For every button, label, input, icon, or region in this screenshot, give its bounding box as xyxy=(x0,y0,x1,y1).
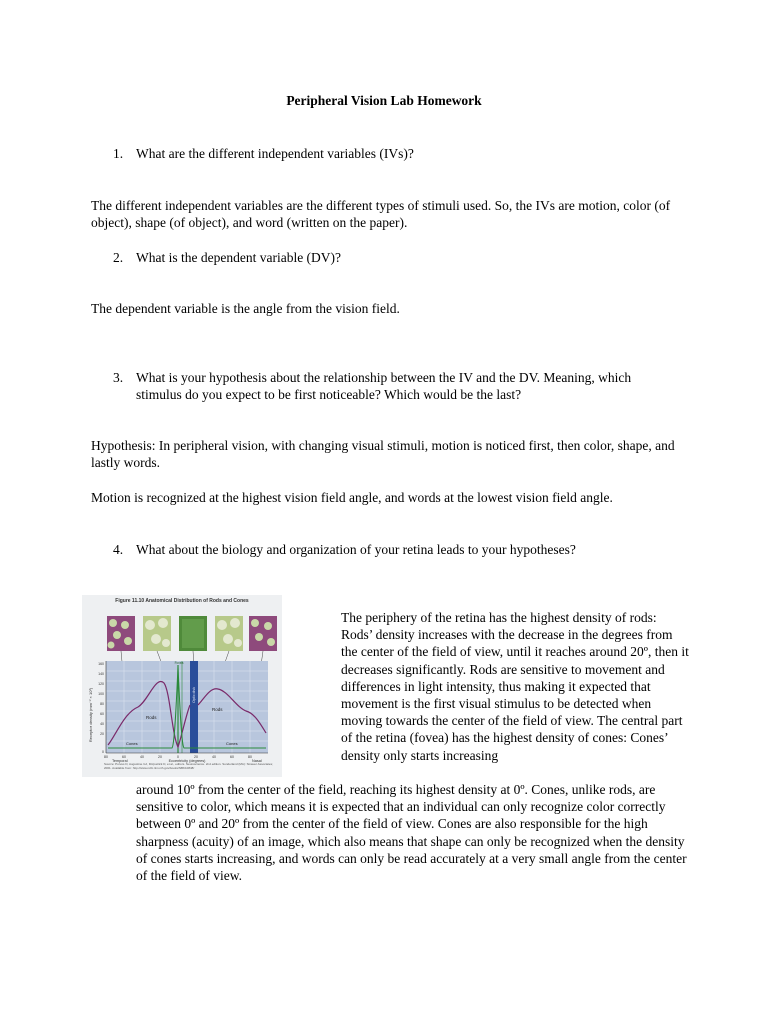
nasal-label: Nasal xyxy=(252,759,262,763)
figure-caption: Source: Purves D, Augustine GJ, Fitzpatrick D, et al., editors. Neuroscience. 2nd edition. Sunderland (MA): Sinauer Associates; 2001. Available from: http://www.ncbi.nlm.nih.gov/books/NBK10848/ xyxy=(104,762,273,770)
question-3-number: 3. xyxy=(113,370,124,385)
optic-disk-band xyxy=(190,661,198,753)
y-tick-label: 0 xyxy=(102,750,104,754)
page-title: Peripheral Vision Lab Homework xyxy=(286,93,482,108)
x-tick-label: 20 xyxy=(194,755,198,759)
retina-figure xyxy=(82,595,282,777)
cones-left-label: Cones xyxy=(126,741,138,746)
question-4-number: 4. xyxy=(113,542,124,557)
temporal-label: Temporal xyxy=(112,759,128,763)
x-tick-label: 0 xyxy=(177,755,179,759)
fovea-label: Fovea xyxy=(174,661,184,665)
y-tick-label: 80 xyxy=(100,702,104,706)
motion-paragraph: Motion is recognized at the highest vision field angle, and words at the lowest vision field angle. xyxy=(91,490,613,505)
cones-right-label: Cones xyxy=(226,741,238,746)
question-1-number: 1. xyxy=(113,146,124,161)
rods-left-label: Rods xyxy=(146,715,157,720)
x-tick-label: 80 xyxy=(248,755,252,759)
x-tick-label: 80 xyxy=(104,755,108,759)
answer-1: The different independent variables are the different types of stimuli used. So, the IVs are motion, color (of object), shape (of object), and word (written on the paper). xyxy=(91,198,671,230)
question-2-number: 2. xyxy=(113,250,124,265)
question-1-text: What are the different independent variables (IVs)? xyxy=(136,146,414,161)
micrograph-tiles xyxy=(107,616,277,651)
x-tick-label: 60 xyxy=(122,755,126,759)
hypothesis-paragraph: Hypothesis: In peripheral vision, with changing visual stimuli, motion is noticed first, then color, shape, and lastly words. xyxy=(91,438,675,470)
x-tick-label: 20 xyxy=(158,755,162,759)
answer-4-continued: around 10º from the center of the field, reaching its highest density at 0º. Cones, unlike rods, are sensitive to color, which means it is expected that an individual can only recognize color correctly between 0º and 20º from the center of the field of view. Cones are also responsible for the high sharpness (acuity) of an image, which also means that shape can only be recognized when the density of cones starts increasing, and words can only be read accurately at a very small angle from the center of the field of view. xyxy=(136,782,687,884)
y-tick-label: 160 xyxy=(98,662,104,666)
answer-4-column: The periphery of the retina has the highest density of rods: Rods’ density increases with the decrease in the degrees from the center of the field of view, until it reaches around 20º, then it decreases significantly. Rods are sensitive to movement and differences in light intensity, thus making it expected that movement is the first visual stimulus to be detected when moving towards the center of the field of view. The central part of the retina (fovea) has the highest density of cones: Cones’ density only starts increasing xyxy=(341,610,689,763)
question-2-text: What is the dependent variable (DV)? xyxy=(136,250,342,265)
rods-right-label: Rods xyxy=(212,707,223,712)
y-tick-label: 140 xyxy=(98,672,104,676)
question-3-text: What is your hypothesis about the relationship between the IV and the DV. Meaning, which stimulus do you expect to be first noticeable? Which would be the last? xyxy=(136,370,632,402)
x-tick-label: 40 xyxy=(140,755,144,759)
y-tick-label: 120 xyxy=(98,682,104,686)
x-tick-label: 40 xyxy=(212,755,216,759)
y-tick-label: 100 xyxy=(98,692,104,696)
figure-title: Figure 11.10 Anatomical Distribution of Rods and Cones xyxy=(115,598,249,604)
y-tick-label: 20 xyxy=(100,732,104,736)
figure-graphic xyxy=(82,595,282,777)
y-tick-label: 40 xyxy=(100,722,104,726)
y-tick-label: 60 xyxy=(100,712,104,716)
answer-2: The dependent variable is the angle from the vision field. xyxy=(91,301,400,316)
x-tick-label: 60 xyxy=(230,755,234,759)
y-axis-label: Receptor density (mm⁻² × 10³) xyxy=(88,687,93,743)
x-axis-label: Eccentricity (degrees) xyxy=(168,759,206,763)
plot-area xyxy=(106,661,268,753)
question-4-text: What about the biology and organization of your retina leads to your hypotheses? xyxy=(136,542,576,557)
optic-disk-label: Optic disk xyxy=(192,687,196,703)
